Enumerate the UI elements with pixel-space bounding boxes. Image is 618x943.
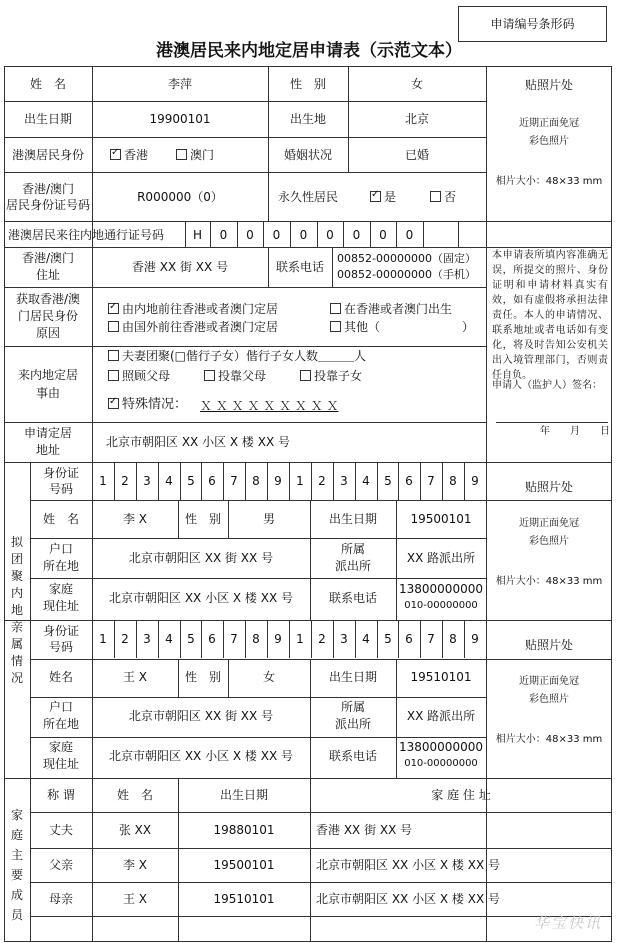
family-address[interactable]: 北京市朝阳区 XX 小区 X 楼 XX 号 bbox=[316, 858, 500, 872]
permit-char[interactable]: 0 bbox=[246, 228, 254, 242]
id-digit[interactable]: 9 bbox=[274, 632, 282, 646]
permanent-label: 永久性居民 bbox=[277, 190, 338, 204]
h-rule bbox=[30, 500, 486, 501]
id-digit[interactable]: 4 bbox=[165, 474, 173, 488]
matter-label-line2: 事由 bbox=[35, 386, 60, 400]
id-digit[interactable]: 2 bbox=[121, 632, 129, 646]
id-digit[interactable]: 2 bbox=[121, 474, 129, 488]
home-label-line1: 家庭 bbox=[48, 582, 73, 596]
h-rule bbox=[30, 916, 612, 917]
rel-name[interactable]: 李 X bbox=[122, 512, 148, 526]
v-rule bbox=[92, 247, 93, 462]
h-rule bbox=[4, 287, 486, 288]
id-digit[interactable]: 8 bbox=[252, 474, 260, 488]
home-label-line2: 现住址 bbox=[42, 599, 79, 613]
rel-dob[interactable]: 19510101 bbox=[410, 670, 472, 684]
police-value[interactable]: XX 路派出所 bbox=[406, 551, 476, 565]
rel-phone-label: 联系电话 bbox=[328, 749, 377, 763]
rel-phone2[interactable]: 010-00000000 bbox=[404, 600, 478, 611]
photo-line1: 近期正面免冠 bbox=[519, 118, 579, 129]
family-name[interactable]: 张 XX bbox=[118, 823, 152, 837]
id-label-line1: 身份证 bbox=[42, 466, 79, 480]
id-digit[interactable]: 1 bbox=[296, 474, 304, 488]
id-digit[interactable]: 5 bbox=[187, 632, 195, 646]
identity-hk-option[interactable]: ✓ 香港 bbox=[110, 148, 148, 162]
id-digit[interactable]: 7 bbox=[427, 632, 435, 646]
id-digit[interactable]: 7 bbox=[427, 474, 435, 488]
v-rule bbox=[332, 247, 333, 287]
phone-mobile[interactable]: 00852-00000000（手机） bbox=[337, 268, 476, 281]
rel-dob-label: 出生日期 bbox=[328, 670, 377, 684]
rel-name-label: 姓 名 bbox=[42, 512, 79, 526]
family-header-dob: 出生日期 bbox=[219, 788, 268, 802]
hukou-label-line1: 户口 bbox=[48, 700, 73, 714]
hukou-value[interactable]: 北京市朝阳区 XX 街 XX 号 bbox=[128, 551, 274, 565]
matter-option[interactable]: 投靠父母 bbox=[204, 369, 266, 383]
photo-line1: 近期正面免冠 bbox=[519, 676, 579, 687]
id-digit[interactable]: 6 bbox=[208, 474, 216, 488]
rel-phone-label: 联系电话 bbox=[328, 591, 377, 605]
checkbox-checked-icon[interactable] bbox=[108, 303, 119, 314]
home-label-line1: 家庭 bbox=[48, 740, 73, 754]
home-label-line2: 现住址 bbox=[42, 757, 79, 771]
id-digit[interactable]: 9 bbox=[471, 474, 479, 488]
photo-line1: 近期正面免冠 bbox=[519, 518, 579, 529]
rel-dob-label: 出生日期 bbox=[328, 512, 377, 526]
h-rule bbox=[30, 812, 612, 813]
photo-size: 相片大小：48×33 mm bbox=[495, 176, 603, 187]
reason-label-line2: 门居民身份 bbox=[17, 309, 78, 323]
id-label-line2: 号码 bbox=[48, 482, 73, 496]
id-label-line1: 身份证 bbox=[42, 624, 79, 638]
id-digit[interactable]: 3 bbox=[143, 632, 151, 646]
id-digit[interactable]: 5 bbox=[187, 474, 195, 488]
birthplace-value[interactable]: 北京 bbox=[404, 112, 429, 126]
hukou-label-line2: 所在地 bbox=[42, 559, 79, 573]
address-label-line1: 香港/澳门 bbox=[21, 251, 75, 265]
photo-title: 贴照片处 bbox=[524, 638, 573, 652]
signature-date[interactable]: 年 月 日 bbox=[540, 426, 610, 437]
address-label-line2: 住址 bbox=[35, 268, 60, 282]
h-rule bbox=[4, 172, 486, 173]
checkbox-icon[interactable] bbox=[300, 370, 311, 381]
id-digit[interactable]: 1 bbox=[99, 632, 107, 646]
family-address[interactable]: 北京市朝阳区 XX 小区 X 楼 XX 号 bbox=[316, 892, 500, 906]
checkbox-checked-icon[interactable] bbox=[110, 149, 121, 160]
reason-option[interactable]: 在香港或者澳门出生 bbox=[330, 302, 452, 316]
family-header-address: 家 庭 住 址 bbox=[431, 788, 491, 802]
permit-char[interactable]: 0 bbox=[219, 228, 228, 242]
id-label-line1: 香港/澳门 bbox=[21, 182, 75, 196]
hukou-label-line2: 所在地 bbox=[42, 717, 79, 731]
id-digit[interactable]: 3 bbox=[340, 632, 348, 646]
id-digit[interactable]: 4 bbox=[165, 632, 173, 646]
birthplace-label: 出生地 bbox=[289, 112, 326, 126]
photo-size: 相片大小：48×33 mm bbox=[495, 576, 603, 587]
matter-option[interactable]: 投靠子女 bbox=[300, 369, 362, 383]
family-name[interactable]: 李 X bbox=[122, 858, 148, 872]
family-name[interactable]: 王 X bbox=[122, 892, 148, 906]
relatives-section-label: 拟 团 聚 内 地 亲 属 情 况 bbox=[10, 535, 23, 685]
v-rule bbox=[92, 66, 93, 247]
checkbox-icon[interactable] bbox=[108, 370, 119, 381]
id-digit[interactable]: 9 bbox=[274, 474, 282, 488]
family-relation: 父亲 bbox=[48, 858, 73, 872]
family-relation: 母亲 bbox=[48, 892, 73, 906]
police-label-line1: 所属 bbox=[340, 700, 365, 714]
h-rule bbox=[4, 101, 486, 102]
family-dob[interactable]: 19510101 bbox=[213, 892, 275, 906]
id-digit[interactable]: 8 bbox=[449, 632, 457, 646]
settle-addr-value[interactable]: 北京市朝阳区 XX 小区 X 楼 XX 号 bbox=[106, 435, 290, 449]
settle-addr-label-line2: 地址 bbox=[35, 443, 60, 457]
v-rule bbox=[310, 778, 311, 942]
watermark: 华宝快讯 bbox=[533, 914, 602, 932]
address-value[interactable]: 香港 XX 街 XX 号 bbox=[131, 260, 229, 274]
id-digit[interactable]: 1 bbox=[296, 632, 304, 646]
id-digit[interactable]: 5 bbox=[384, 632, 392, 646]
h-rule bbox=[4, 620, 612, 621]
identity-label: 港澳居民身份 bbox=[11, 148, 84, 162]
h-rule-faint bbox=[486, 500, 612, 501]
checkbox-icon[interactable] bbox=[430, 191, 441, 202]
h-rule bbox=[30, 659, 486, 660]
police-value[interactable]: XX 路派出所 bbox=[406, 709, 476, 723]
dob-value[interactable]: 19900101 bbox=[149, 112, 211, 126]
checkbox-icon[interactable] bbox=[330, 321, 341, 332]
h-rule bbox=[4, 346, 486, 347]
photo-title: 贴照片处 bbox=[524, 78, 573, 92]
reason-option[interactable]: 其他（ bbox=[330, 320, 380, 334]
permit-label: 港澳居民来往内地通行证号码 bbox=[8, 228, 165, 242]
permit-char[interactable]: 0 bbox=[352, 228, 361, 242]
h-rule bbox=[4, 778, 612, 779]
declaration-text: 本申请表所填内容准确无误，所提交的照片、身份证明和申请材料真实有效，如有虚假将承担法律责任。本人的申请情况、联系地址或者电话如有变化，将及时告知公安机关出入境管理部门，否则责任自负。 bbox=[492, 250, 608, 381]
id-digit[interactable]: 7 bbox=[230, 474, 238, 488]
matter-label-line1: 来内地定居 bbox=[17, 368, 78, 382]
permanent-yes-option[interactable]: ✓ 是 bbox=[370, 190, 396, 204]
police-label-line1: 所属 bbox=[340, 542, 365, 556]
id-digit[interactable]: 3 bbox=[340, 474, 348, 488]
h-rule bbox=[30, 737, 486, 738]
v-rule bbox=[423, 221, 424, 247]
signature-rule bbox=[496, 422, 608, 423]
family-address[interactable]: 香港 XX 街 XX 号 bbox=[316, 823, 413, 837]
hukou-label-line1: 户口 bbox=[48, 542, 73, 556]
reason-close: ） bbox=[462, 320, 475, 334]
id-digit[interactable]: 9 bbox=[471, 632, 479, 646]
special-value[interactable]: Ｘ Ｘ Ｘ Ｘ Ｘ Ｘ Ｘ Ｘ Ｘ bbox=[200, 399, 339, 413]
checkbox-icon[interactable] bbox=[108, 321, 119, 332]
photo-size: 相片大小：48×33 mm bbox=[495, 734, 603, 745]
gender-label: 性 别 bbox=[289, 77, 326, 91]
permit-char[interactable]: 0 bbox=[272, 228, 281, 242]
id-digit[interactable]: 2 bbox=[318, 474, 326, 488]
id-digit[interactable]: 7 bbox=[230, 632, 238, 646]
rel-dob[interactable]: 19500101 bbox=[410, 512, 472, 526]
permit-char[interactable]: 0 bbox=[299, 228, 308, 242]
h-rule bbox=[30, 538, 486, 539]
phone-fixed[interactable]: 00852-00000000（固定） bbox=[337, 252, 476, 265]
rel-gender[interactable]: 女 bbox=[262, 670, 275, 684]
id-digit[interactable]: 4 bbox=[362, 632, 370, 646]
h-rule bbox=[30, 578, 486, 579]
matter-option-reunion[interactable]: 夫妻团聚(□偕行子女）偕行子女人数＿＿＿人 bbox=[108, 349, 366, 363]
v-rule bbox=[458, 221, 459, 247]
checkbox-icon[interactable] bbox=[204, 370, 215, 381]
id-digit[interactable]: 2 bbox=[318, 632, 326, 646]
id-value[interactable]: R000000（0） bbox=[137, 190, 223, 204]
rel-name[interactable]: 王 X bbox=[122, 670, 148, 684]
reason-option[interactable]: ✓由内地前往香港或者澳门定居 bbox=[108, 302, 278, 316]
rel-gender[interactable]: 男 bbox=[262, 512, 275, 526]
id-digit[interactable]: 6 bbox=[208, 632, 216, 646]
family-section-label: 家 庭 主 要 成 员 bbox=[10, 808, 23, 922]
name-value[interactable]: 李萍 bbox=[167, 77, 192, 91]
id-digit[interactable]: 6 bbox=[405, 632, 413, 646]
photo-title: 贴照片处 bbox=[524, 480, 573, 494]
matter-option-special[interactable]: ✓特殊情况： bbox=[108, 398, 187, 412]
family-dob[interactable]: 19880101 bbox=[213, 823, 275, 837]
h-rule bbox=[30, 848, 612, 849]
marital-label: 婚姻状况 bbox=[283, 148, 332, 162]
permit-char[interactable]: 0 bbox=[326, 228, 334, 242]
home-value[interactable]: 北京市朝阳区 XX 小区 X 楼 XX 号 bbox=[109, 591, 293, 605]
id-label-line2: 号码 bbox=[48, 640, 73, 654]
permanent-no-option[interactable]: 否 bbox=[430, 190, 456, 204]
family-relation: 丈夫 bbox=[48, 823, 73, 837]
barcode-box bbox=[458, 6, 607, 42]
checkbox-icon[interactable] bbox=[330, 303, 341, 314]
marital-value[interactable]: 已婚 bbox=[404, 148, 429, 162]
rel-gender-label: 性 别 bbox=[184, 512, 221, 526]
h-rule bbox=[4, 221, 612, 222]
signature-label: 申请人（监护人）签名： bbox=[492, 380, 602, 391]
identity-mo-option[interactable]: 澳门 bbox=[176, 148, 214, 162]
rel-phone1[interactable]: 13800000000 bbox=[399, 740, 483, 754]
reason-label-line3: 原因 bbox=[35, 326, 60, 340]
family-dob[interactable]: 19500101 bbox=[213, 858, 275, 872]
h-rule bbox=[30, 697, 486, 698]
reason-label-line1: 获取香港/澳 bbox=[15, 292, 81, 306]
id-digit[interactable]: 1 bbox=[99, 474, 107, 488]
gender-value[interactable]: 女 bbox=[410, 77, 423, 91]
home-value[interactable]: 北京市朝阳区 XX 小区 X 楼 XX 号 bbox=[109, 749, 293, 763]
h-rule bbox=[30, 882, 612, 883]
photo-line2: 彩色照片 bbox=[529, 694, 569, 705]
permit-char[interactable]: 0 bbox=[405, 228, 414, 242]
h-rule bbox=[4, 422, 486, 423]
id-label-line2: 居民身份证号码 bbox=[5, 198, 90, 212]
police-label-line2: 派出所 bbox=[334, 717, 371, 731]
id-digit[interactable]: 8 bbox=[449, 474, 457, 488]
name-label: 姓 名 bbox=[29, 77, 66, 91]
dob-label: 出生日期 bbox=[23, 112, 72, 126]
barcode-label: 申请编号条形码 bbox=[490, 17, 575, 31]
v-rule bbox=[486, 66, 487, 942]
id-digit[interactable]: 6 bbox=[405, 474, 413, 488]
photo-line2: 彩色照片 bbox=[529, 536, 569, 547]
id-digit[interactable]: 5 bbox=[384, 474, 392, 488]
permit-char[interactable]: 0 bbox=[379, 228, 387, 242]
phone-label: 联系电话 bbox=[275, 260, 324, 274]
h-rule bbox=[4, 462, 612, 463]
id-digit[interactable]: 8 bbox=[252, 632, 260, 646]
checkbox-icon[interactable] bbox=[108, 350, 119, 361]
matter-option[interactable]: 照顾父母 bbox=[108, 369, 170, 383]
rel-phone1[interactable]: 13800000000 bbox=[399, 582, 483, 596]
checkbox-checked-icon[interactable] bbox=[370, 191, 381, 202]
h-rule bbox=[4, 137, 486, 138]
checkbox-icon[interactable] bbox=[176, 149, 187, 160]
h-rule-faint bbox=[486, 659, 612, 660]
photo-line2: 彩色照片 bbox=[529, 136, 569, 147]
family-header-relation: 称 谓 bbox=[47, 788, 75, 802]
family-header-name: 姓 名 bbox=[116, 788, 153, 802]
id-digit[interactable]: 4 bbox=[362, 474, 370, 488]
rel-gender-label: 性 别 bbox=[184, 670, 221, 684]
form-title: 港澳居民来内地定居申请表（示范文本） bbox=[156, 41, 462, 61]
settle-addr-label-line1: 申请定居 bbox=[23, 426, 72, 440]
id-digit[interactable]: 3 bbox=[143, 474, 151, 488]
police-label-line2: 派出所 bbox=[334, 559, 371, 573]
rel-phone2[interactable]: 010-00000000 bbox=[404, 758, 478, 769]
checkbox-checked-icon[interactable] bbox=[108, 398, 119, 409]
permit-char[interactable]: H bbox=[192, 228, 203, 242]
reason-option[interactable]: 由国外前往香港或者澳门定居 bbox=[108, 320, 278, 334]
rel-name-label: 姓名 bbox=[48, 670, 73, 684]
hukou-value[interactable]: 北京市朝阳区 XX 街 XX 号 bbox=[128, 709, 274, 723]
